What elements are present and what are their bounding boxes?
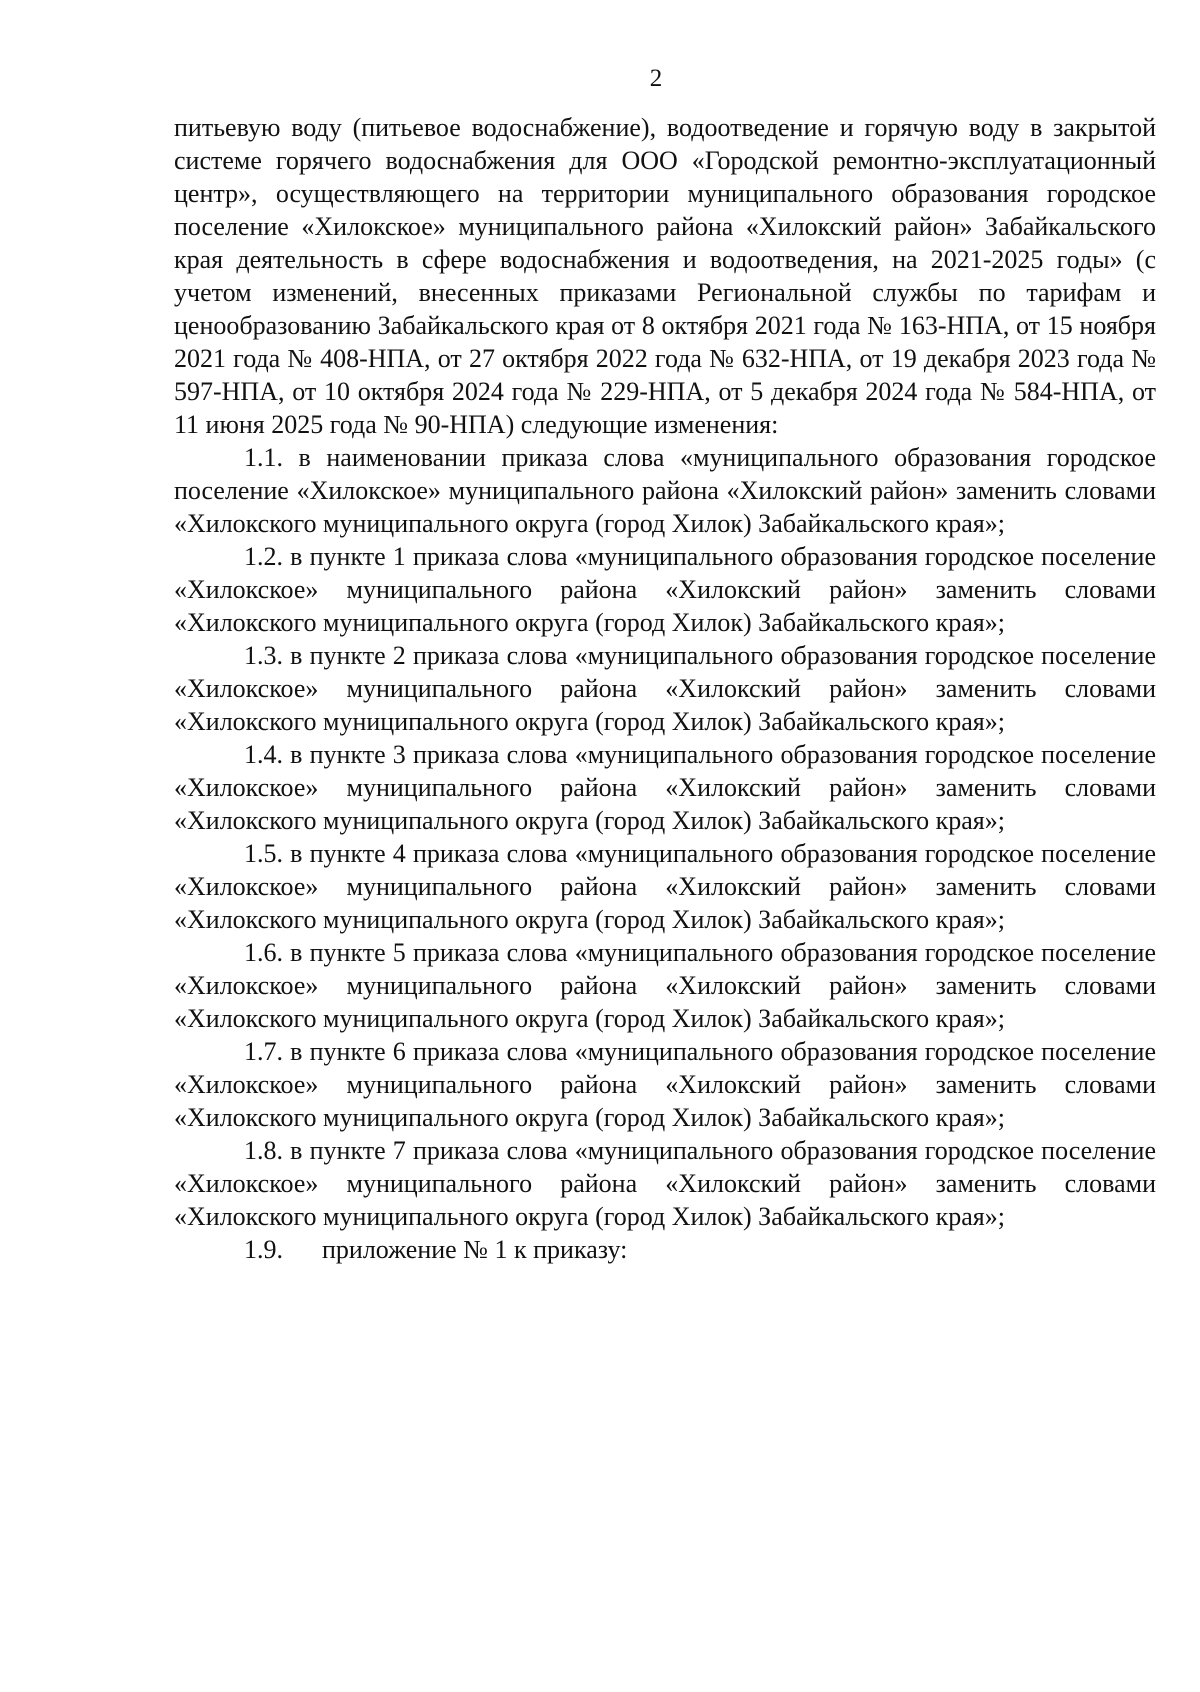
list-item-1-9-number: 1.9. — [244, 1235, 283, 1264]
page-number: 2 — [649, 65, 663, 92]
document-body — [174, 111, 1156, 1266]
list-item-1-5: 1.5. в пункте 4 приказа слова «муниципального образования городское поселение «Хилокское» муниципального района «Хилокский район» заменить словами «Хилокского муниципального округа (город Хилок) Забайкальского края»; — [174, 839, 1156, 934]
list-item-1-7: 1.7. в пункте 6 приказа слова «муниципального образования городское поселение «Хилокское» муниципального района «Хилокский район» заменить словами «Хилокского муниципального округа (город Хилок) Забайкальского края»; — [174, 1037, 1156, 1132]
list-item-1-9 — [174, 1233, 1156, 1266]
list-item-1-8: 1.8. в пункте 7 приказа слова «муниципального образования городское поселение «Хилокское» муниципального района «Хилокский район» заменить словами «Хилокского муниципального округа (город Хилок) Забайкальского края»; — [174, 1136, 1156, 1231]
list-item-1-9-text: приложение № 1 к приказу: — [322, 1235, 628, 1264]
list-item-1-1: 1.1. в наименовании приказа слова «муниципального образования городское поселение «Хилокское» муниципального района «Хилокский район» заменить словами «Хилокского муниципального округа (город Хилок) Забайкальского края»; — [174, 443, 1156, 538]
intro-paragraph: питьевую воду (питьевое водоснабжение), водоотведение и горячую воду в закрытой системе горячего водоснабжения для ООО «Городской ремонтно-эксплуатационный центр», осуществляющего на территории муниципального образования городское поселение «Хилокское» муниципального района «Хилокский район» Забайкальского края деятельность в сфере водоснабжения и водоотведения, на 2021-2025 годы» (с учетом изменений, внесенных приказами Региональной службы по тарифам и ценообразованию Забайкальского края от 8 октября 2021 года № 163-НПА, от 15 ноября 2021 года № 408-НПА, от 27 октября 2022 года № 632-НПА, от 19 декабря 2023 года № 597-НПА, от 10 октября 2024 года № 229-НПА, от 5 декабря 2024 года № 584-НПА, от 11 июня 2025 года № 90-НПА) следующие изменения: — [174, 113, 1156, 439]
list-item-1-2: 1.2. в пункте 1 приказа слова «муниципального образования городское поселение «Хилокское» муниципального района «Хилокский район» заменить словами «Хилокского муниципального округа (город Хилок) Забайкальского края»; — [174, 542, 1156, 637]
list-item-1-6: 1.6. в пункте 5 приказа слова «муниципального образования городское поселение «Хилокское» муниципального района «Хилокский район» заменить словами «Хилокского муниципального округа (город Хилок) Забайкальского края»; — [174, 938, 1156, 1033]
list-item-1-4: 1.4. в пункте 3 приказа слова «муниципального образования городское поселение «Хилокское» муниципального района «Хилокский район» заменить словами «Хилокского муниципального округа (город Хилок) Забайкальского края»; — [174, 740, 1156, 835]
list-item-1-3: 1.3. в пункте 2 приказа слова «муниципального образования городское поселение «Хилокское» муниципального района «Хилокский район» заменить словами «Хилокского муниципального округа (город Хилок) Забайкальского края»; — [174, 641, 1156, 736]
